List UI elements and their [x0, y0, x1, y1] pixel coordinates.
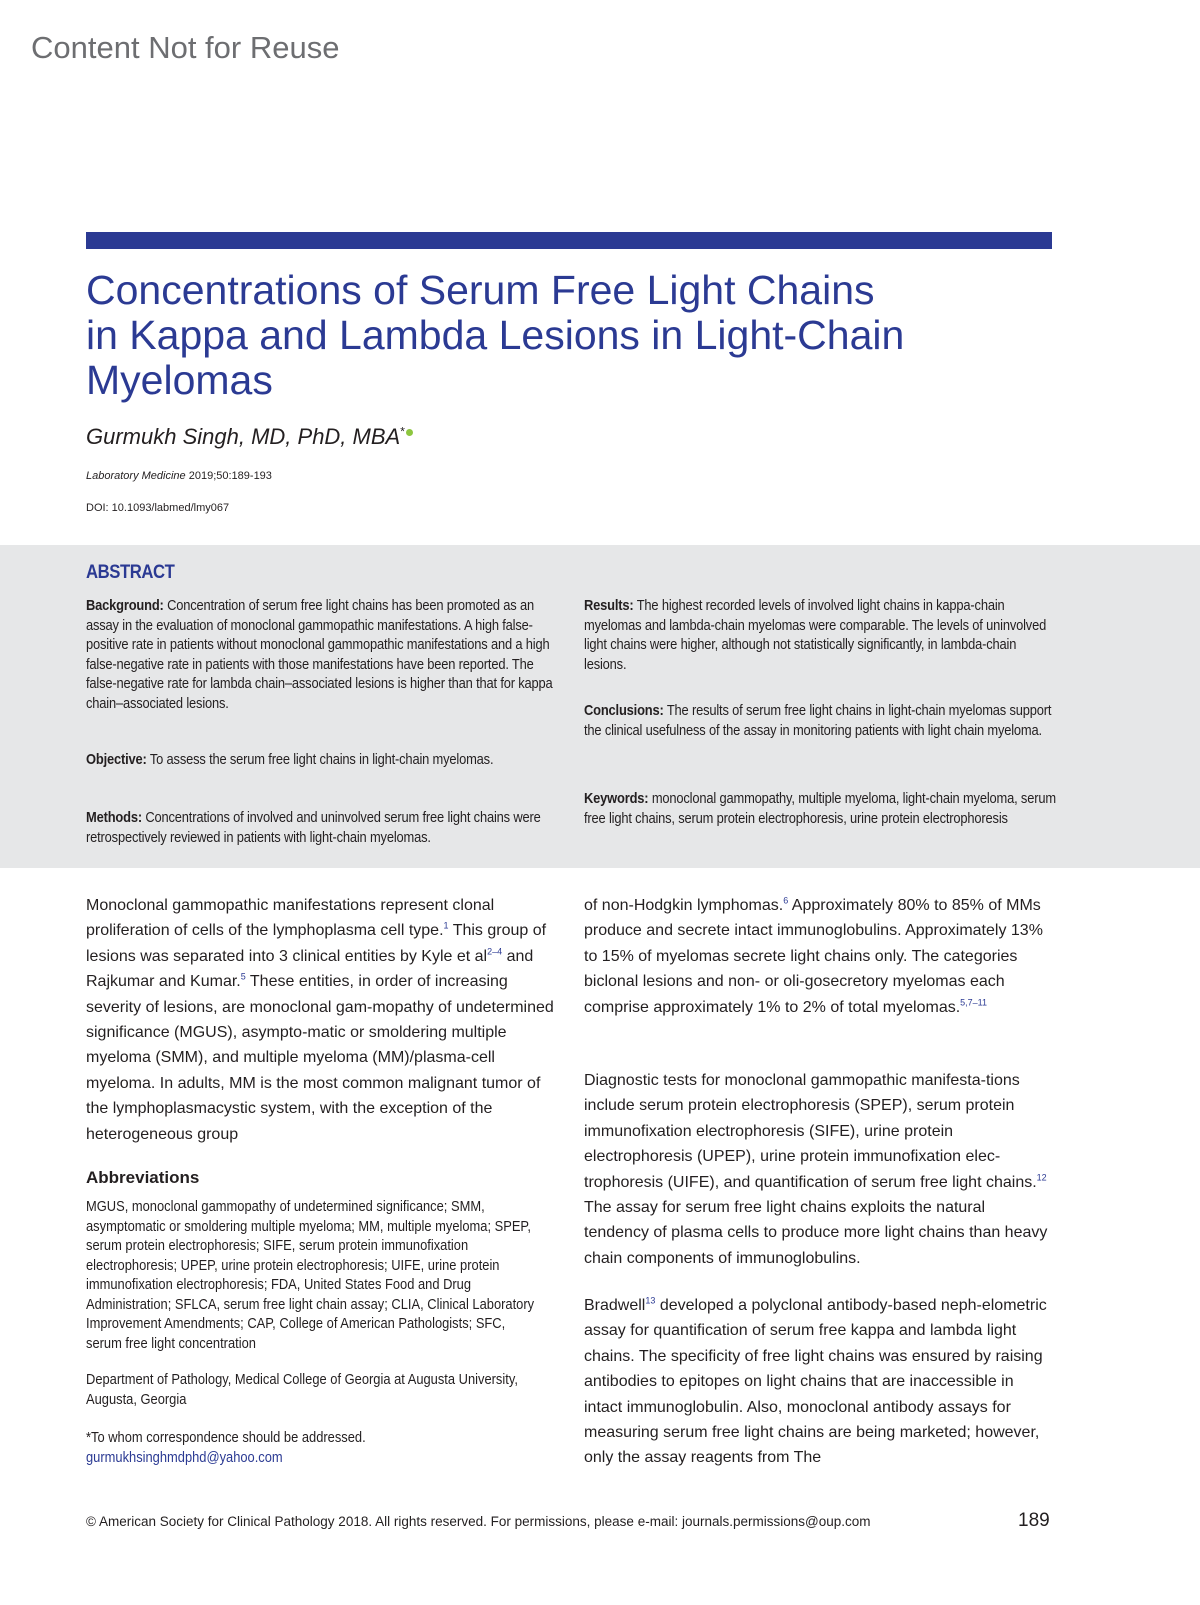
objective-text: To assess the serum free light chains in light-chain myelomas. — [149, 751, 494, 768]
abstract-keywords — [584, 789, 1061, 828]
journal-name: Laboratory Medicine — [86, 470, 186, 482]
title-line: in Kappa and Lambda Lesions in Light-Chain — [86, 312, 905, 358]
keywords-text: monoclonal gammopathy, multiple myeloma, light-chain myeloma, serum free light chains, serum protein electrophoresis, urine protein electrophoresis — [584, 790, 1056, 827]
abbreviations-heading: Abbreviations — [86, 1168, 200, 1187]
body-text: This group of lesions was separated into 3 clinical entities by Kyle et al — [86, 922, 547, 965]
citation-detail: 2019;50:189-193 — [188, 470, 272, 482]
body-paragraph-3 — [584, 1068, 1054, 1271]
abstract-results — [584, 596, 1061, 674]
results-label: Results: — [584, 597, 634, 614]
reference-link[interactable]: 1 — [443, 921, 449, 932]
author-name: Gurmukh Singh, MD, PhD, MBA — [86, 424, 401, 449]
body-text: Approximately 80% to 85% of MMs produce and secrete intact immunoglobulins. Approximately 13% to 15% of myelomas secrete light chains only. The categories biclonal lesions and non- or oli-gosecretory myelomas each comprise approximately 1% to 2% of total myelomas. — [584, 897, 1043, 1016]
body-paragraph-4 — [584, 1293, 1054, 1471]
correspondence — [86, 1428, 542, 1467]
conclusions-text: The results of serum free light chains in light-chain myelomas support the clinical usefulness of the assay in monitoring patients with light chain myeloma. — [584, 702, 1052, 739]
reference-link[interactable]: 2–4 — [487, 946, 503, 957]
reference-link[interactable]: 5 — [240, 971, 246, 982]
reference-link[interactable]: 6 — [783, 895, 789, 906]
correspondence-note: *To whom correspondence should be addressed. — [86, 1429, 366, 1446]
reference-link[interactable]: 13 — [645, 1295, 656, 1306]
author-line — [86, 424, 413, 450]
body-text: and Rajkumar and Kumar. — [86, 947, 534, 991]
email-link[interactable]: gurmukhsinghmdphd@yahoo.com — [86, 1448, 283, 1466]
affiliation: Department of Pathology, Medical College of Georgia at Augusta University, Augusta, Georgia — [86, 1371, 518, 1408]
reference-link[interactable]: 12 — [1036, 1172, 1047, 1183]
body-text: The assay for serum free light chains exploits the natural tendency of plasma cells to produce more light chains than heavy chain components of immunoglobulins. — [584, 1199, 1048, 1267]
body-text: These entities, in order of increasing severity of lesions, are monoclonal gam-mopathy of undetermined significance (MGUS), asympto-matic or smoldering multiple myeloma (SMM), and multiple myeloma (MM)/plasma-cell myeloma. In adults, MM is the most common malignant tumor of the lymphoplasmacystic system, with the exception of the heterogeneous group — [86, 973, 554, 1143]
orcid-icon[interactable] — [406, 429, 413, 436]
abstract-methods — [86, 808, 563, 847]
background-text: Concentration of serum free light chains has been promoted as an assay in the evaluation of monoclonal gammopathic manifestations. A high false-positive rate in patients without monoclonal gammopathic manifestations and a high false-negative rate in patients with those manifestations have been reported. The false-negative rate for lambda chain–associated lesions is higher than that for kappa chain–associated lesions. — [86, 597, 553, 712]
objective-label: Objective: — [86, 751, 147, 768]
body-text: of non-Hodgkin lymphomas. — [584, 897, 784, 914]
title-line: Myelomas — [86, 357, 273, 403]
methods-text: Concentrations of involved and uninvolved serum free light chains were retrospectively reviewed in patients with light-chain myelomas. — [86, 809, 541, 846]
title-line: Concentrations of Serum Free Light Chains — [86, 267, 875, 313]
page-number: 189 — [1018, 1510, 1050, 1531]
results-text: The highest recorded levels of involved light chains in kappa-chain myelomas and lambda-chain myelomas were comparable. The levels of uninvolved light chains were higher, although not statistically significantly, in lambda-chain lesions. — [584, 597, 1047, 673]
body-text: Monoclonal gammopathic manifestations represent clonal proliferation of cells of the lymphoplasma cell type. — [86, 897, 495, 940]
title-rule — [86, 232, 1052, 249]
abstract-background — [86, 596, 563, 713]
copyright-footer: © American Society for Clinical Pathology 2018. All rights reserved. For permissions, please e-mail: journals.permissions@oup.com — [86, 1514, 871, 1529]
abstract-objective — [86, 750, 563, 770]
background-label: Background: — [86, 597, 164, 614]
body-text: Bradwell — [584, 1297, 646, 1314]
body-text: developed a polyclonal antibody-based neph-elometric assay for quantification of serum free kappa and lambda light chains. The specificity of free light chains was ensured by raising antibodies to epitopes on light chains that are inaccessible in intact immunoglobulin. Also, monoclonal antibody assays for measuring serum free light chains are being marketed; however, only the assay reagents from The — [584, 1297, 1047, 1467]
reference-link[interactable]: 5,7–11 — [960, 997, 988, 1008]
body-paragraph-2 — [584, 893, 1054, 1020]
watermark: Content Not for Reuse — [31, 30, 340, 65]
article-title — [86, 268, 1066, 403]
doi[interactable]: DOI: 10.1093/labmed/lmy067 — [86, 502, 230, 514]
author-mark: * — [400, 424, 405, 439]
citation — [86, 470, 272, 482]
methods-label: Methods: — [86, 809, 142, 826]
keywords-label: Keywords: — [584, 790, 649, 807]
conclusions-label: Conclusions: — [584, 702, 664, 719]
abstract-heading: ABSTRACT — [86, 562, 175, 583]
abstract-conclusions — [584, 701, 1061, 740]
body-text: Diagnostic tests for monoclonal gammopathic manifesta-tions include serum protein electrophoresis (SPEP), serum protein immunofixation electrophoresis (SIFE), urine protein electrophoresis (UPEP), urine protein immunofixation elec-trophoresis (UIFE), and quantification of serum free light chains. — [584, 1072, 1037, 1191]
body-paragraph-1 — [86, 893, 556, 1147]
abbreviations-text: MGUS, monoclonal gammopathy of undetermined significance; SMM, asymptomatic or smoldering multiple myeloma; MM, multiple myeloma; SPEP, serum protein electrophoresis; SIFE, serum protein immunofixation electrophoresis; UPEP, urine protein electrophoresis; UIFE, urine protein immunofixation electrophoresis; FDA, United States Food and Drug Administration; SFLCA, serum free light chain assay; CLIA, Clinical Laboratory Improvement Amendments; CAP, College of American Pathologists; SFC, serum free light concentration — [86, 1198, 535, 1352]
